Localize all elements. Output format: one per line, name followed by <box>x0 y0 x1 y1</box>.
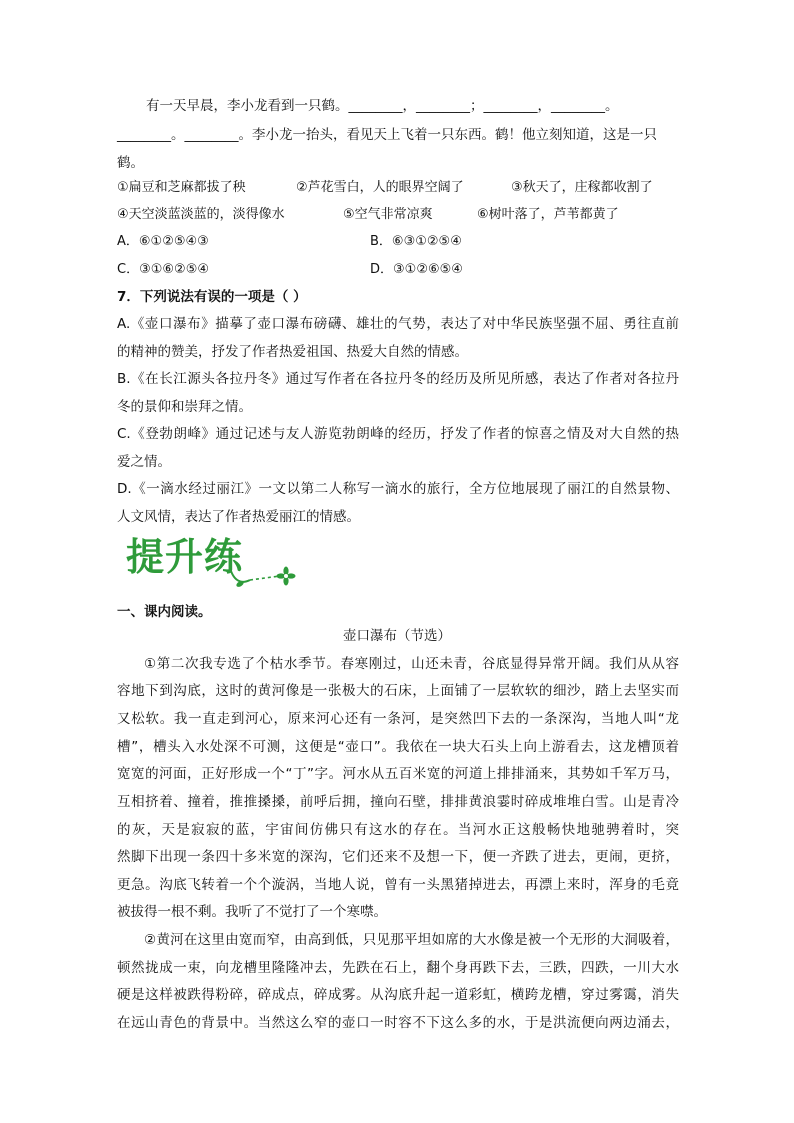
passage-line: 互相挤着、撞着，推推搡搡，前呼后拥，撞向石壁，排排黄浪霎时碎成堆堆白雪。山是青冷 <box>117 794 679 810</box>
passage-line: 在远山青色的背景中。当然这么窄的壶口一时容不下这么多的水，于是洪流便向两边涌去， <box>117 1015 679 1031</box>
q7-option-d-line2: 人文风情，表达了作者热爱丽江的情感。 <box>117 509 360 525</box>
passage-line: 容地下到沟底，这时的黄河像是一张极大的石床，上面铺了一层软软的细沙，踏上去坚实而 <box>117 683 679 699</box>
passage-line: 更急。沟底飞转着一个个漩涡，当地人说，曾有一头黑猪掉进去，再漂上来时，浑身的毛竟 <box>117 877 679 893</box>
q6-intro: 有一天早晨，李小龙看到一只鹤。________，________；________，________。 <box>146 98 619 114</box>
q6-choice-b[interactable]: B．⑥③①②⑤④ <box>370 234 462 249</box>
q6-option-5: ⑤空气非常凉爽 <box>343 207 433 222</box>
passage-line: 槽”，槽头入水处深不可测，这便是“壶口”。我依在一块大石头上向上游看去，这龙槽顶着 <box>117 739 679 755</box>
q7-option-a-line1[interactable]: A.《壶口瀑布》描摹了壶口瀑布磅礴、雄壮的气势，表达了对中华民族坚强不屈、勇往直前 <box>117 316 679 332</box>
q7-option-c-line2: 爱之情。 <box>117 454 171 470</box>
passage-line: 又松软。我一直走到河心，原来河心还有一条河，是突然凹下去的一条深沟，当地人叫“龙 <box>117 711 679 727</box>
q6-option-1: ①扁豆和芝麻都拔了秧 <box>117 180 246 195</box>
passage-line: 然脚下出现一条四十多米宽的深沟，它们还来不及想一下，便一齐跌了进去，更闹，更挤， <box>117 849 679 865</box>
q6-line2: ________。________。李小龙一抬头，看见天上飞着一只东西。鹤！他立刻知道，这是一只 <box>117 127 657 143</box>
q7-option-b-line1[interactable]: B.《在长江源头各拉丹冬》通过写作者在各拉丹冬的经历及所见所感，表达了作者对各拉丹 <box>117 371 679 387</box>
q7-title: 7．下列说法有误的一项是（ ） <box>117 289 307 305</box>
passage-line: 宽宽的河面，正好形成一个“丁”字。河水从五百米宽的河道上排排涌来，其势如千军万马， <box>117 766 679 782</box>
passage-line: 的灰，天是寂寂的蓝，宇宙间仿佛只有这水的存在。当河水正这般畅快地驰骋着时，突 <box>117 822 679 838</box>
q7-option-d-line1[interactable]: D.《一滴水经过丽江》一文以第二人称写一滴水的旅行，全方位地展现了丽江的自然景物、 <box>117 481 679 497</box>
q7-option-b-line2: 冬的景仰和崇拜之情。 <box>117 399 252 415</box>
section-heading: 一、课内阅读。 <box>117 604 212 620</box>
q6-choice-d[interactable]: D．③①②⑥⑤④ <box>370 262 463 277</box>
passage-line: 被拔得一根不剩。我听了不觉打了一个寒噤。 <box>117 904 387 920</box>
passage-line: 顿然拢成一束，向龙槽里隆隆冲去，先跌在石上，翻个身再跌下去，三跌，四跌，一川大水 <box>117 960 679 976</box>
q6-option-3: ③秋天了，庄稼都收割了 <box>511 180 653 195</box>
q7-option-a-line2: 的精神的赞美，抒发了作者热爱祖国、热爱大自然的情感。 <box>117 344 468 360</box>
q6-option-2: ②芦花雪白，人的眼界空阔了 <box>296 180 464 195</box>
vine-flower-icon <box>228 560 298 596</box>
article-title: 壶口瀑布（节选） <box>343 628 451 644</box>
q6-option-6: ⑥树叶落了，芦苇都黄了 <box>477 207 619 222</box>
q6-option-4: ④天空淡蓝淡蓝的，淡得像水 <box>117 207 285 222</box>
passage-line: ②黄河在这里由宽而窄，由高到低，只见那平坦如席的大水像是被一个无形的大洞吸着， <box>144 932 679 948</box>
passage-line: ①第二次我专选了个枯水季节。春寒刚过，山还未青，谷底显得异常开阔。我们从从容 <box>144 656 679 672</box>
q6-choice-c[interactable]: C．③①⑥②⑤④ <box>117 262 210 277</box>
q7-option-c-line1[interactable]: C.《登勃朗峰》通过记述与友人游览勃朗峰的经历，抒发了作者的惊喜之情及对大自然的热 <box>117 426 679 442</box>
q6-line3: 鹤。 <box>117 155 144 171</box>
passage-line: 硬是这样被跌得粉碎，碎成点，碎成雾。从沟底升起一道彩虹，横跨龙槽，穿过雾霭，消失 <box>117 987 679 1003</box>
q6-choice-a[interactable]: A．⑥①②⑤④③ <box>117 234 209 249</box>
section-badge-title: 提升练 <box>126 535 244 579</box>
